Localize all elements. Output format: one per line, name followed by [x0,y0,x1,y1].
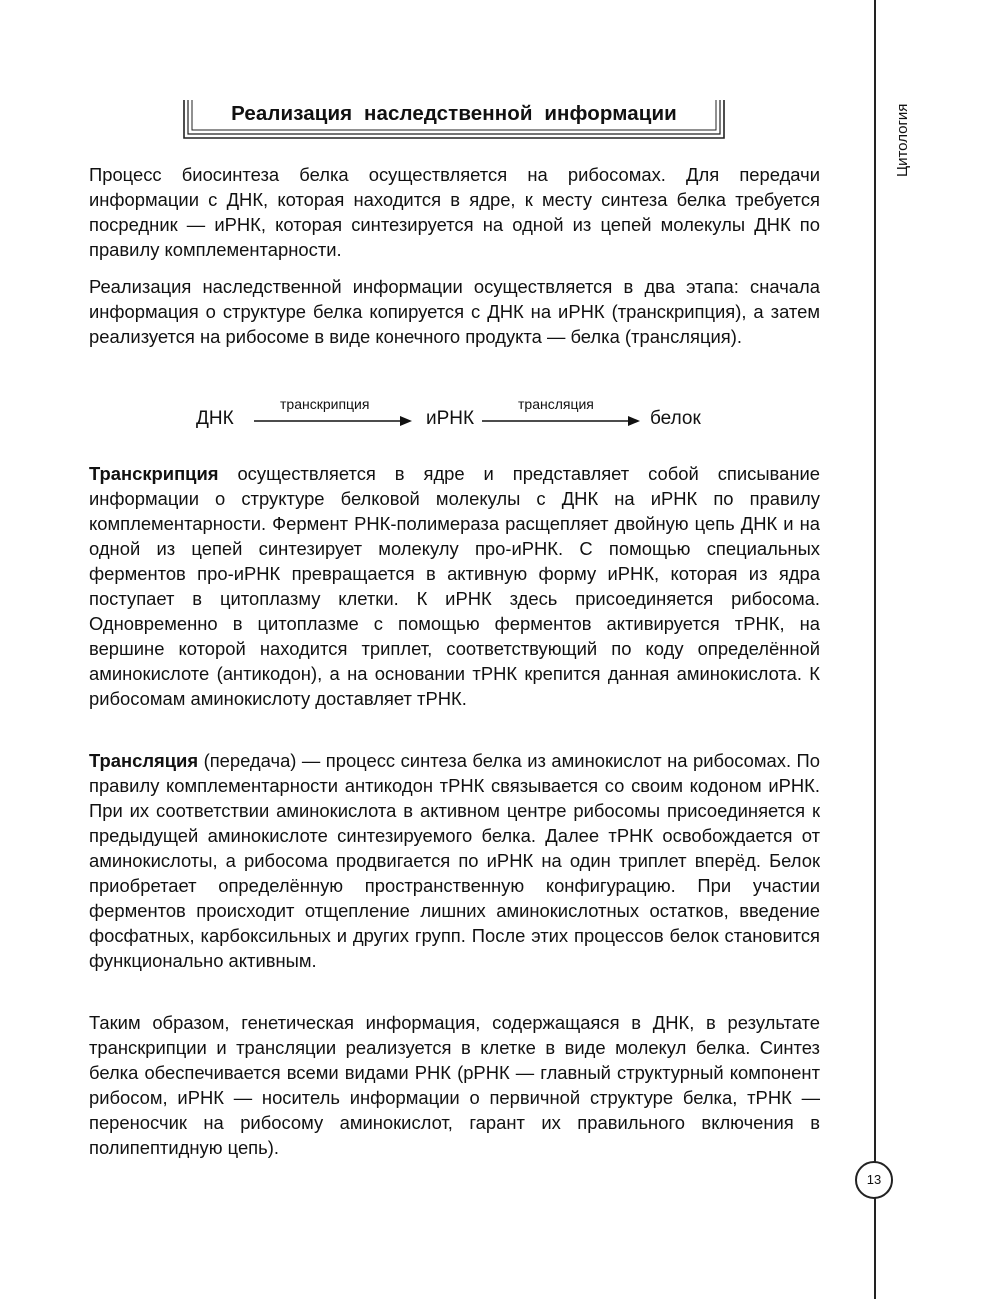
term-translation: Трансляция [89,750,199,771]
paragraph-conclusion: Таким образом, генетическая информация, содержащаяся в ДНК, в результате транскрипции и трансляции реализуется в клетке в виде молекул белка. Синтез белка обеспечивается всеми видами РНК (рРНК — главный структурный компонент рибосом, иРНК — носитель информации о первичной структуре белка, тРНК — переносчик на рибосому аминокислот, гарант их правильного включения в полипептидную цепь). [89,1012,820,1158]
scheme-arrow-1 [254,414,414,428]
paragraph-intro: Процесс биосинтеза белка осуществляется на рибосомах. Для передачи информации с ДНК, которая находится в ядре, к месту синтеза белка требуется посредник — иРНК, которая синтезируется на одной из цепей молекулы ДНК по правилу комплементарности. [89,164,820,260]
biosynthesis-scheme [190,396,730,440]
scheme-arrow-2 [482,414,642,428]
scheme-node-protein: белок [650,408,701,429]
transcription-text: осуществляется в ядре и представляет собой списывание информации о структуре белковой молекулы с ДНК на иРНК по правилу комплементарности. Фермент РНК-полимераза расщепляет двойную цепь ДНК и на одной из цепей синтезирует молекулу про-иРНК. С помощью специальных ферментов про-иРНК превращается в активную форму иРНК, которая из ядра поступает в цитоплазму клетки. К иРНК здесь присоединяется рибосома. Одновременно в цитоплазме с помощью ферментов активируется тРНК, на вершине которой находится триплет, соответствующий по коду определённой аминокислоте (антикодон), а на основании тРНК крепится данная аминокислота. К рибосомам аминокислоту доставляет тРНК. [89,463,820,709]
scheme-node-dna: ДНК [196,408,234,429]
paragraph-translation [89,748,820,973]
translation-text: (передача) — процесс синтеза белка из аминокислот на рибосомах. По правилу комплементарности антикодон тРНК связывается со своим кодоном иРНК. При их соответствии аминокислота в активном центре рибосомы присоединяется к предыдущей аминокислоте синтезируемого белка. Далее тРНК освобождается от аминокислоты, а рибосома продвигается по иРНК на один триплет вперёд. Белок приобретает определённую пространственную конфигурацию. При участии ферментов происходит отщепление лишних аминокислотных остатков, введение фосфатных, карбоксильных и других групп. После этих процессов белок становится функционально активным. [89,750,820,971]
page-number: 13 [855,1161,893,1199]
paragraph-transcription [89,461,820,711]
scheme-label-transcription: транскрипция [280,396,370,412]
margin-rule [874,0,876,1299]
chapter-side-label: Цитология [894,104,911,178]
section-title: Реализация наследственной информации [231,102,677,125]
section-title-frame [182,96,726,142]
scheme-label-translation: трансляция [518,396,594,412]
term-transcription: Транскрипция [89,463,219,484]
paragraph-stages: Реализация наследственной информации осуществляется в два этапа: сначала информация о структуре белка копируется с ДНК на иРНК (транскрипция), а затем реализуется на рибосоме в виде конечного продукта — белка (трансляция). [89,276,820,347]
scheme-node-mrna: иРНК [426,408,475,429]
